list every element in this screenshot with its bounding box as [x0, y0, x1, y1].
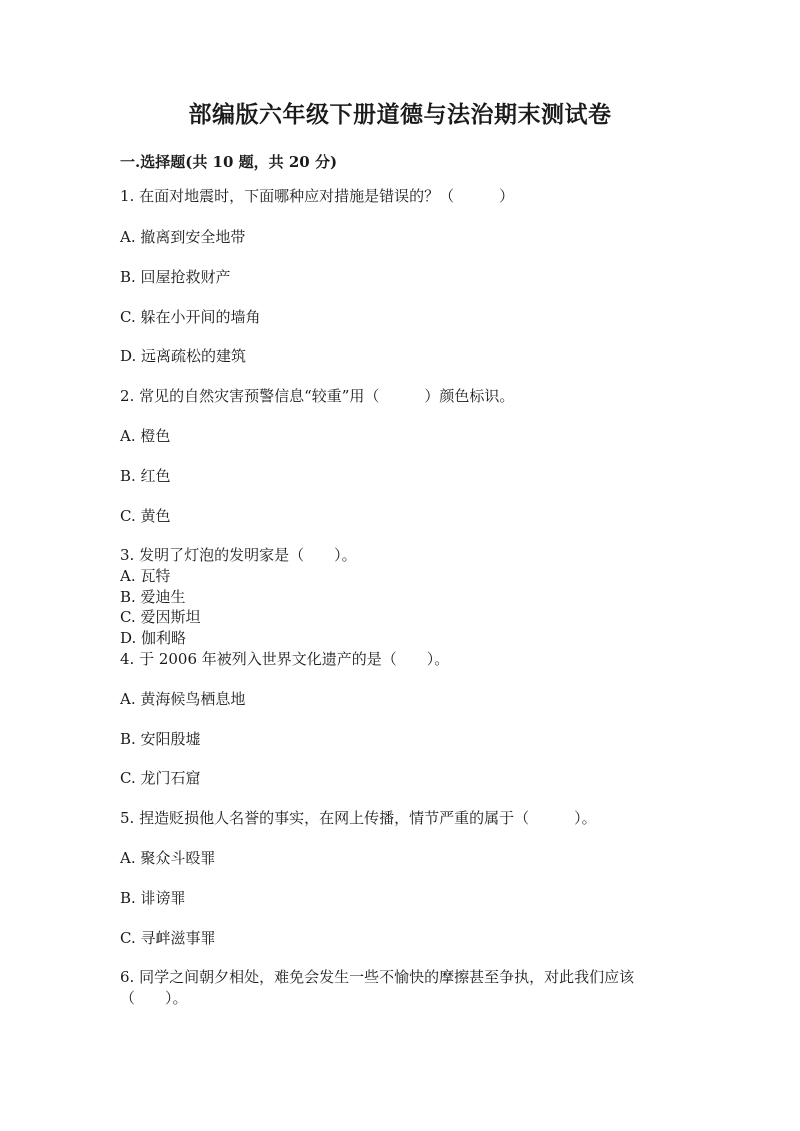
question-4-option-c: C. 龙门石窟	[120, 769, 201, 787]
question-3-stem: 3. 发明了灯泡的发明家是（ ）。	[120, 546, 357, 564]
question-2-option-b: B. 红色	[120, 467, 171, 485]
question-1-stem: 1. 在面对地震时，下面哪种应对措施是错误的？（ ）	[120, 187, 515, 205]
question-4-stem: 4. 于 2006 年被列入世界文化遗产的是（ ）。	[120, 650, 450, 668]
question-4-option-b: B. 安阳殷墟	[120, 730, 201, 748]
question-2-option-a: A. 橙色	[120, 427, 171, 445]
question-1-option-b: B. 回屋抢救财产	[120, 268, 231, 286]
question-5-option-c: C. 寻衅滋事罪	[120, 929, 216, 947]
question-4-option-a: A. 黄海候鸟栖息地	[120, 690, 246, 708]
question-3-option-c: C. 爱因斯坦	[120, 608, 201, 626]
page-title: 部编版六年级下册道德与法治期末测试卷	[188, 101, 612, 128]
question-6-stem-continued: （ ）。	[120, 989, 188, 1007]
question-5-option-a: A. 聚众斗殴罪	[120, 849, 216, 867]
question-1-option-c: C. 躲在小开间的墙角	[120, 308, 261, 326]
question-3-option-d: D. 伽利略	[120, 629, 187, 647]
question-3-option-a: A. 瓦特	[120, 567, 171, 585]
question-2-stem: 2. 常见的自然灾害预警信息“较重”用（ ）颜色标识。	[120, 387, 515, 405]
question-3-option-b: B. 爱迪生	[120, 588, 186, 606]
question-5-option-b: B. 诽谤罪	[120, 889, 186, 907]
question-6-stem: 6. 同学之间朝夕相处，难免会发生一些不愉快的摩擦甚至争执，对此我们应该	[120, 968, 635, 986]
question-5-stem: 5. 捏造贬损他人名誉的事实，在网上传播，情节严重的属于（ ）。	[120, 809, 597, 827]
question-1-option-d: D. 远离疏松的建筑	[120, 347, 247, 365]
question-2-option-c: C. 黄色	[120, 507, 171, 525]
section-heading: 一.选择题(共 10 题，共 20 分)	[120, 153, 338, 171]
question-1-option-a: A. 撤离到安全地带	[120, 228, 246, 246]
